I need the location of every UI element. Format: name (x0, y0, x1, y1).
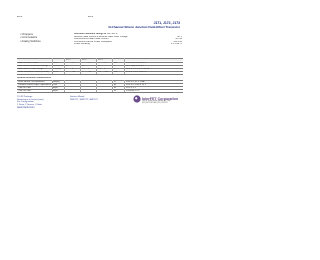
logo-text: InterFET Corporation (142, 96, 179, 101)
logo-mark-icon (133, 95, 141, 103)
abs-max-caption: Absolute maximum ratings at TA = 25°C (74, 33, 118, 35)
table-cell: IDSS (53, 71, 58, 73)
table-cell: V (114, 65, 116, 67)
table-cell: 4 (72, 68, 74, 70)
table-cell: 30 (82, 65, 85, 67)
table-cell: VDS = -15 V, ID = -10 nA (126, 68, 150, 70)
table-cell: rds(on) (53, 80, 60, 83)
abs-max-row: Power Derating 3.5 mW/°C (74, 43, 182, 46)
column-header: J172 (82, 59, 87, 61)
table-cell: -2 (66, 71, 68, 73)
package-info: TO-92 Package Dimensions in Inches (mm) Pin Configuration 1 Drain, 2 Source, 3 Gate (17, 96, 44, 106)
table-cell: -1 (104, 62, 106, 64)
table-cell: IGSS (53, 62, 58, 64)
part-numbers: J171, J172, J173 (153, 21, 180, 25)
table-cell: 30 (98, 65, 101, 67)
table-cell: V (114, 68, 116, 70)
table-cell: mA (114, 71, 118, 73)
table-cell: pF (114, 83, 117, 86)
table-cell: -1 (72, 62, 74, 64)
surface-mount-info: Surface Mount SMP171, SMP172, SMP173 (70, 96, 98, 101)
table-cell: -50 (88, 71, 92, 73)
table-cell: IG = 1 µA, VDS = 0 (126, 65, 144, 67)
table-cell: VDD = 3 V (126, 86, 136, 89)
abs-max-row: Continuous Device Power Dissipation 350 mW (74, 40, 182, 43)
corner-right-label: J171 (88, 16, 94, 18)
table-cell: -1 (88, 62, 90, 64)
page-title: N-Channel Silicon Junction Field-Effect Transistor (108, 25, 180, 29)
table-cell: -7 (82, 71, 84, 73)
table-cell: V(BR)GSS (53, 65, 64, 67)
website-link[interactable]: www.interfet.com (17, 107, 35, 109)
table-cell: VGS = 0, ID = 1 mA (126, 80, 145, 83)
table-caption: Dynamic Electrical Characteristics (17, 77, 52, 79)
table-cell: Drain Source ON Resistance (18, 80, 45, 83)
table-cell: ns (114, 89, 117, 92)
application-item: • Choppers (20, 33, 33, 36)
table-cell: 6 (88, 68, 90, 70)
corner-left-label: J171 (17, 16, 23, 18)
company-phone: (972) 487-1287 FAX (972) 276-3375 (142, 102, 168, 104)
table-cell: 8 (104, 68, 106, 70)
table-cell: 1 (66, 68, 68, 70)
table-cell: nA (114, 62, 117, 64)
table-cell: Turn-On Time (18, 86, 31, 89)
table-cell: ns (114, 86, 117, 89)
table-cell: Gate Source Cutoff Voltage (18, 68, 44, 70)
table-cell: VDS = 0, VGS = 10 V (126, 83, 146, 86)
abs-max-row: Continuous Forward Gate Current 50 mA (74, 38, 182, 41)
table-cell: VGS(off) = 4 V (126, 89, 140, 92)
table-cell: Ω (114, 80, 116, 83)
table-cell: -20 (72, 71, 76, 73)
table-cell: td(off) (53, 89, 59, 92)
table-cell: 2.5 (98, 68, 101, 70)
table-cell: 1.5 (82, 68, 85, 70)
table-cell: Common Source Input Capacitance (18, 83, 51, 86)
interfet-logo (133, 95, 183, 105)
table-cell: VDS = -15 V, VGS = 0 (126, 71, 147, 73)
table-cell: -100 (104, 71, 109, 73)
table-cell: 30 (66, 65, 69, 67)
abs-max-row: Reverse Gate Source & Reverse Gate Drain Voltage -30 V (74, 35, 182, 38)
table-cell: Ciss (53, 83, 58, 86)
application-item: • Analog Switches (20, 39, 41, 43)
applications-list (20, 33, 41, 43)
column-header: J173 (98, 59, 103, 61)
application-item: • Commutators (20, 36, 38, 40)
table-cell: Gate Reverse Current (18, 62, 39, 64)
table-cell: td(on) (53, 86, 59, 89)
table-cell: Gate Source Breakdown Voltage (18, 65, 49, 67)
abs-max-ratings (74, 33, 182, 46)
table-cell: Turn-Off Time (18, 89, 31, 92)
table-cell: -15 (98, 71, 102, 73)
table-cell: Drain Saturation Current (Pulsed) (18, 71, 49, 73)
company-address: 1000 N. Shiloh Road, Garland, TX 75042 (142, 100, 172, 102)
table-cell: VGS(off) (53, 68, 62, 70)
column-header: J171 (66, 59, 71, 61)
table-cell: VGS = 20 V, VDS = 0 (126, 62, 146, 64)
